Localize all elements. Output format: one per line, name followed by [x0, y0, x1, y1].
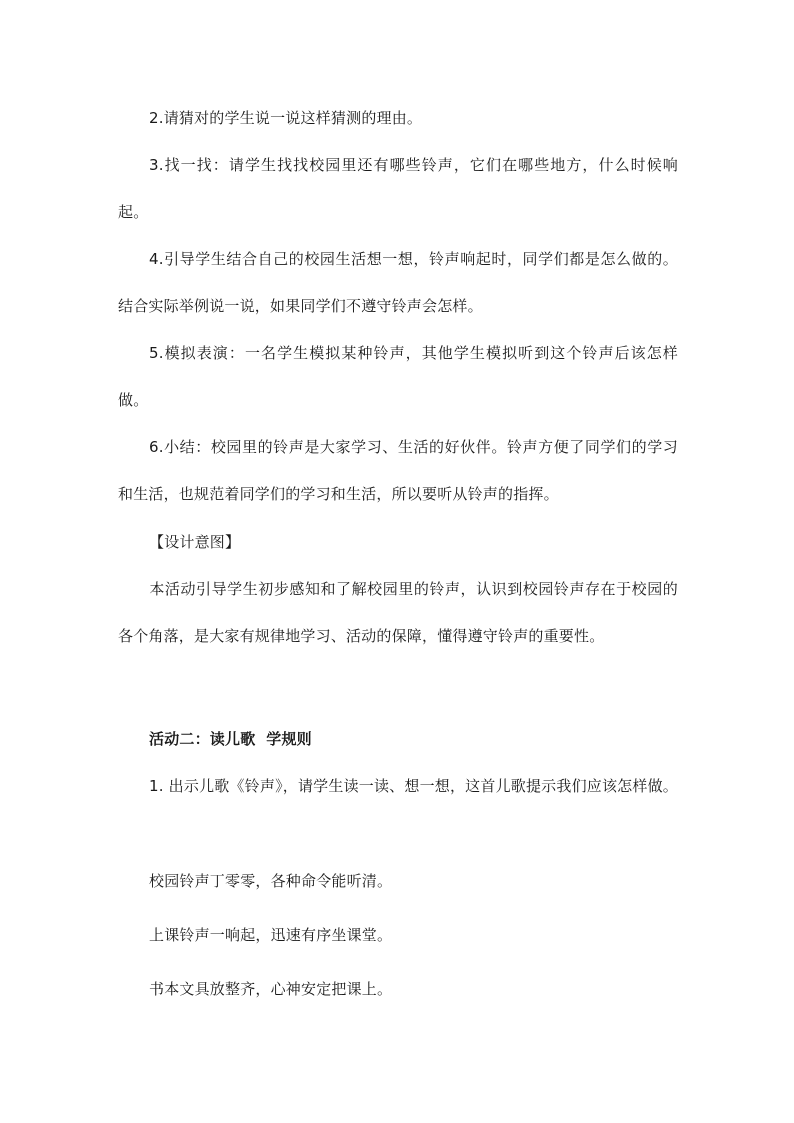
rhyme-line-3: [118, 966, 678, 1013]
rhyme-line-2: [118, 912, 678, 959]
paragraph-text: 3.找一找：请学生找找校园里还有哪些铃声，它们在哪些地方，什么时候响起。: [118, 156, 678, 221]
paragraph-text: 本活动引导学生初步感知和了解校园里的铃声，认识到校园铃声存在于校园的各个角落，是大家有规律地学习、活动的保障，懂得遵守铃声的重要性。: [118, 580, 678, 645]
section-heading-activity-two: [118, 716, 678, 763]
rhyme-line-1: [118, 858, 678, 905]
paragraph-text: 1. 出示儿歌《铃声》，请学生读一读、想一想，这首儿歌提示我们应该怎样做。: [149, 777, 678, 795]
paragraph-summary: [118, 424, 678, 518]
paragraph-text: 2.请猜对的学生说一说这样猜测的理由。: [149, 109, 423, 127]
paragraph-text: 上课铃声一响起，迅速有序坐课堂。: [149, 926, 393, 944]
paragraph-show-rhyme: [118, 763, 678, 810]
paragraph-role-play: [118, 330, 678, 424]
paragraph-text: 校园铃声丁零零，各种命令能听清。: [149, 872, 393, 890]
paragraph-guess-reason: [118, 95, 678, 142]
paragraph-find-bells: [118, 142, 678, 236]
paragraph-text: 6.小结：校园里的铃声是大家学习、生活的好伙伴。铃声方便了同学们的学习和生活，也规范着同学们的学习和生活，所以要听从铃声的指挥。: [118, 438, 678, 503]
paragraph-text: 【设计意图】: [149, 533, 241, 551]
paragraph-design-intent: [118, 566, 678, 660]
heading-text: 活动二：读儿歌 学规则: [149, 730, 312, 748]
paragraph-text: 书本文具放整齐，心神安定把课上。: [149, 980, 393, 998]
paragraph-design-intent-label: [118, 519, 678, 566]
paragraph-text: 5.模拟表演：一名学生模拟某种铃声，其他学生模拟听到这个铃声后该怎样做。: [118, 344, 678, 409]
paragraph-think-about: [118, 236, 678, 330]
paragraph-text: 4.引导学生结合自己的校园生活想一想，铃声响起时，同学们都是怎么做的。结合实际举例说一说，如果同学们不遵守铃声会怎样。: [118, 250, 678, 315]
